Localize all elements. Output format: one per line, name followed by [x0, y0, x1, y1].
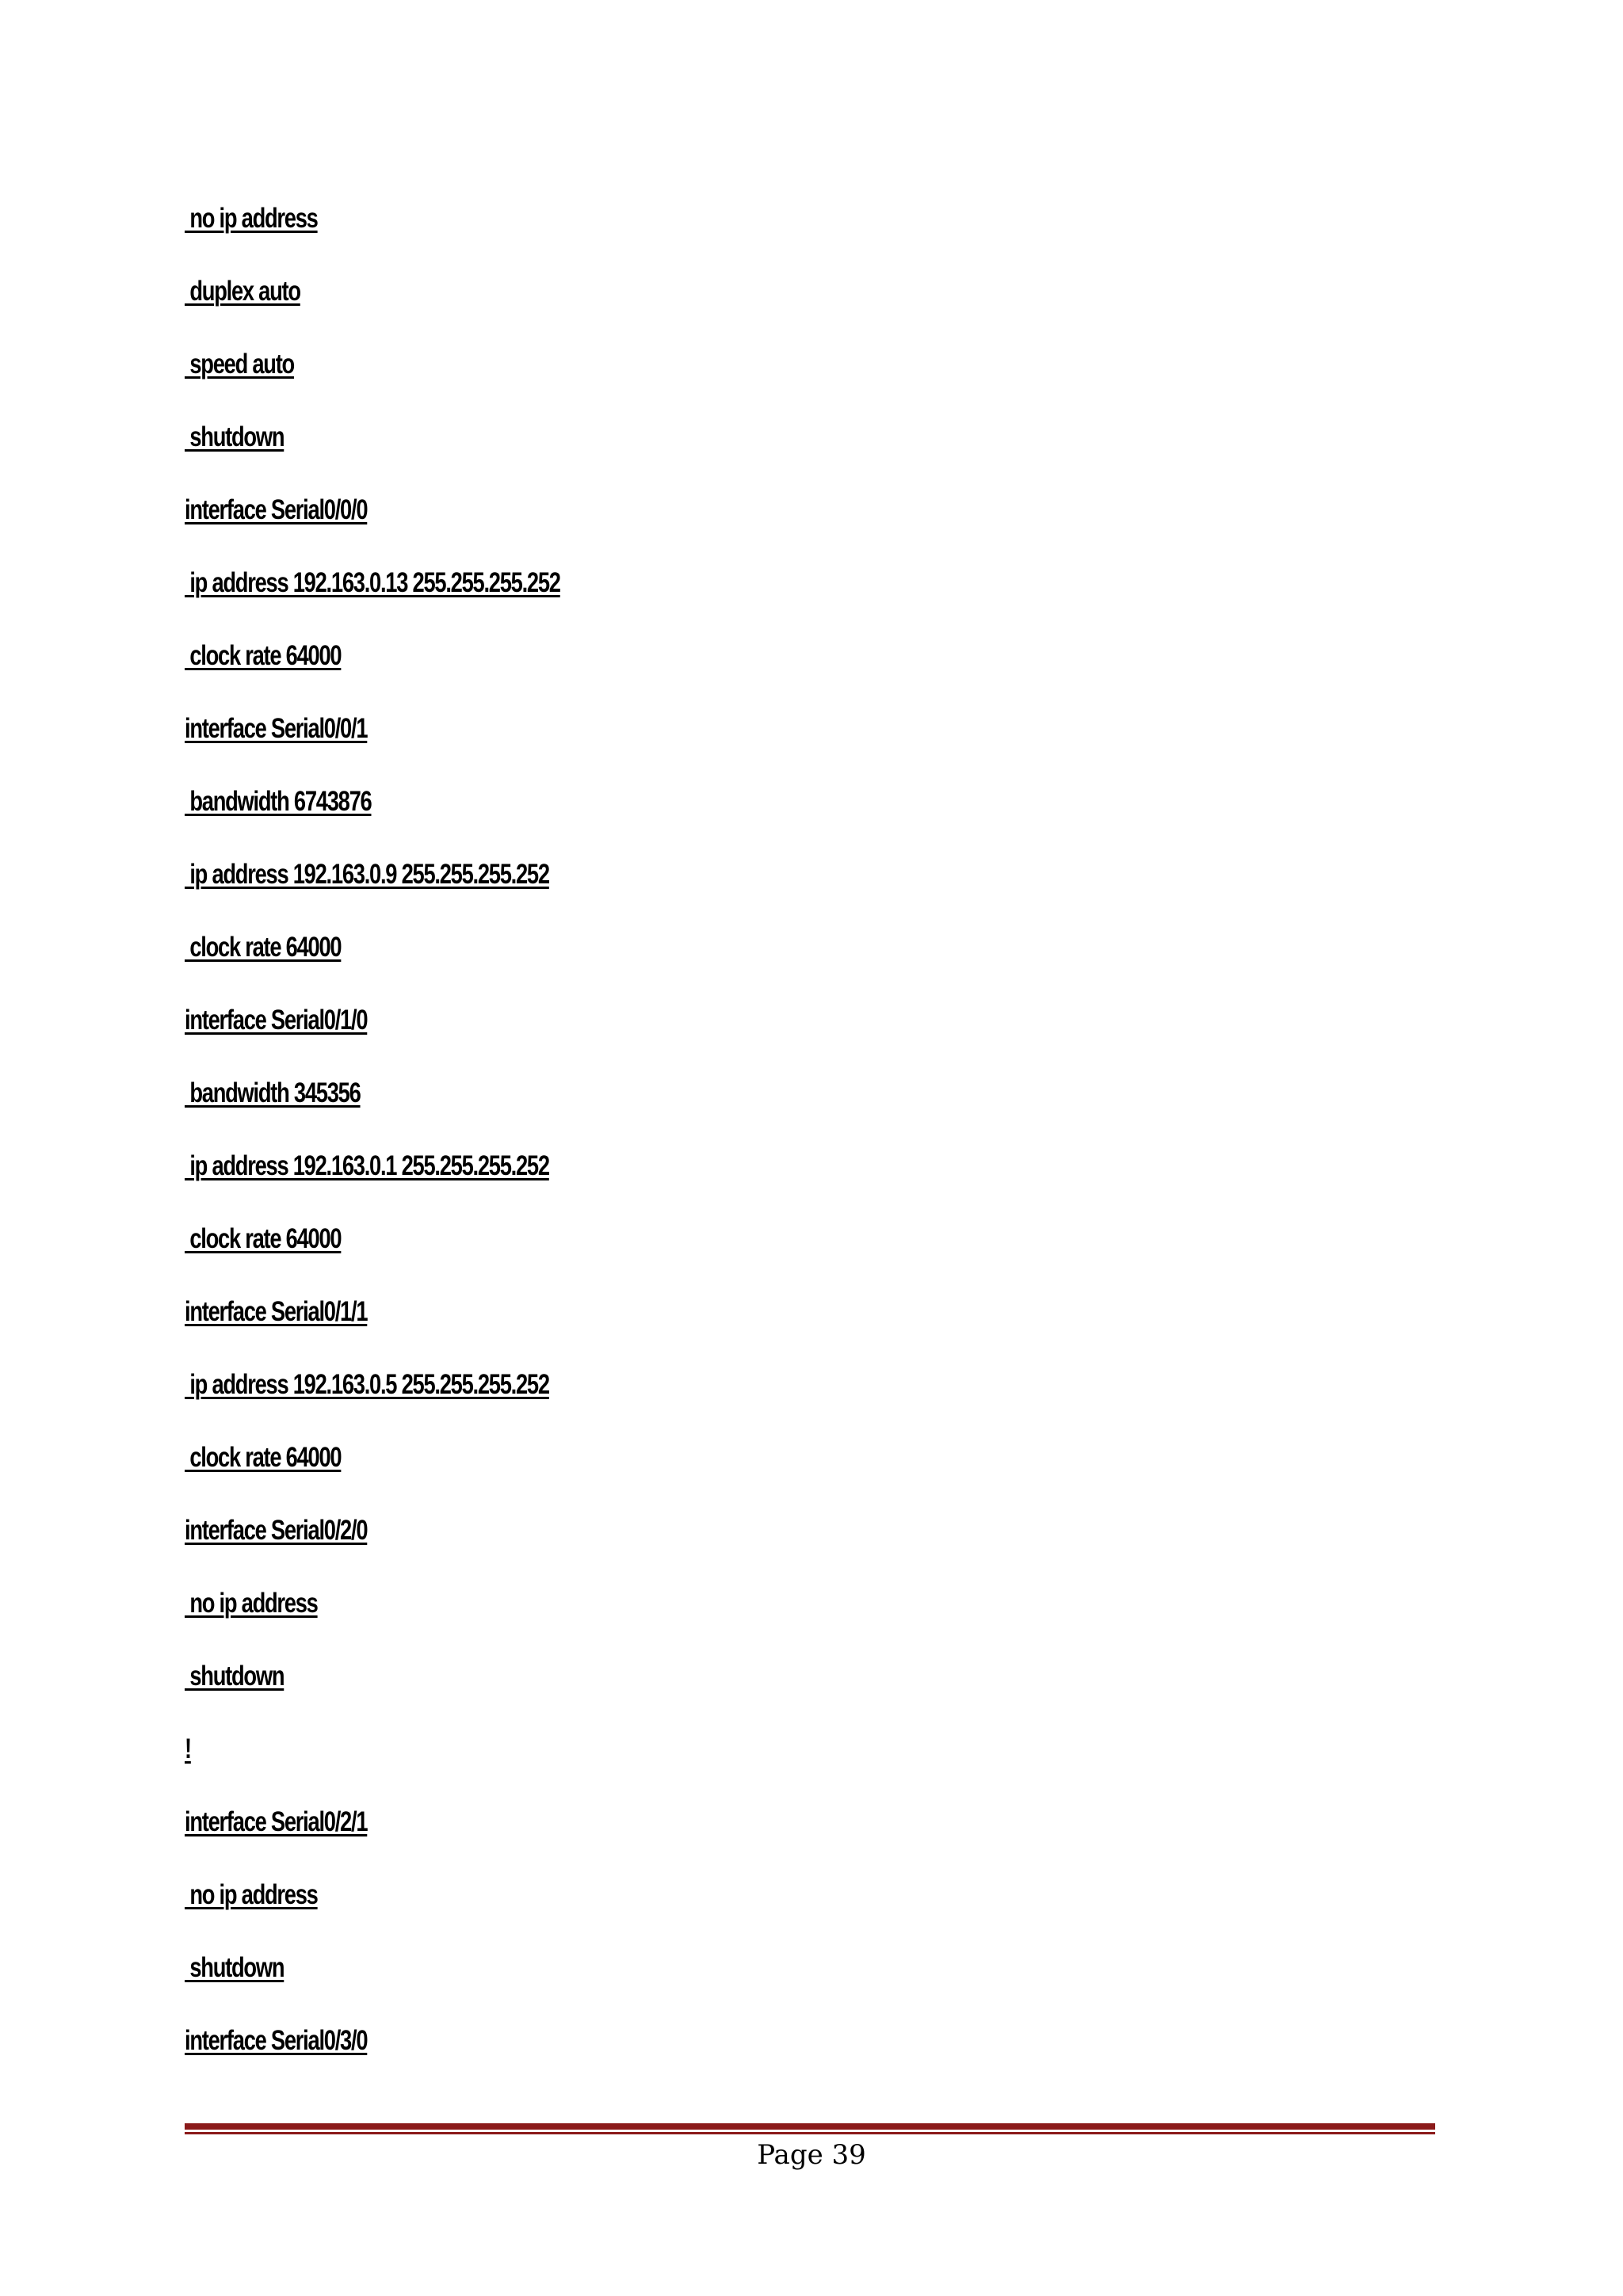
config-line-text: interface Serial0/2/1: [185, 1806, 368, 1837]
config-line-text: no ip address: [185, 203, 318, 234]
config-line: [185, 1873, 666, 1946]
config-line-text: ip address 192.163.0.5 255.255.255.252: [185, 1369, 549, 1400]
config-line-text: clock rate 64000: [185, 1223, 342, 1254]
config-line-text: duplex auto: [185, 276, 300, 307]
config-line: [185, 2019, 666, 2092]
config-line-text: interface Serial0/1/1: [185, 1296, 368, 1327]
config-line: [185, 1144, 666, 1217]
config-line-text: shutdown: [185, 1661, 285, 1691]
config-line-text: clock rate 64000: [185, 640, 342, 671]
config-line-text: ip address 192.163.0.13 255.255.255.252: [185, 567, 560, 598]
config-line-text: bandwidth 6743876: [185, 786, 372, 817]
config-line: [185, 415, 666, 488]
config-line-text: speed auto: [185, 349, 294, 379]
config-line: [185, 998, 666, 1071]
config-line: [185, 1217, 666, 1290]
config-line-text: ip address 192.163.0.9 255.255.255.252: [185, 859, 549, 890]
config-line-text: clock rate 64000: [185, 932, 342, 963]
config-line: [185, 488, 666, 561]
config-listing: [185, 196, 666, 2092]
config-line: [185, 1071, 666, 1144]
config-line: [185, 852, 666, 925]
page-number: Page 39: [757, 2139, 866, 2171]
config-line: [185, 196, 666, 269]
config-line: [185, 707, 666, 780]
config-line-text: no ip address: [185, 1588, 318, 1619]
config-line: [185, 1581, 666, 1654]
config-line: [185, 1654, 666, 1727]
config-line: [185, 925, 666, 998]
config-line-text: interface Serial0/1/0: [185, 1005, 368, 1035]
config-line: [185, 1946, 666, 2019]
config-line-text: bandwidth 345356: [185, 1077, 361, 1108]
config-line: [185, 1436, 666, 1508]
config-line: [185, 1727, 666, 1800]
config-line: [185, 1800, 666, 1873]
config-line-text: interface Serial0/0/1: [185, 713, 368, 744]
config-line: [185, 780, 666, 852]
config-line: [185, 1290, 666, 1363]
config-line-text: clock rate 64000: [185, 1442, 342, 1473]
config-line-text: !: [185, 1733, 191, 1764]
config-line: [185, 1363, 666, 1436]
footer-rule-thick: [185, 2123, 1435, 2130]
config-line-text: interface Serial0/2/0: [185, 1515, 368, 1546]
footer-rule-thin: [185, 2132, 1435, 2134]
footer-rule: [185, 2123, 1435, 2134]
config-line: [185, 1508, 666, 1581]
config-line-text: shutdown: [185, 421, 285, 452]
config-line-text: interface Serial0/3/0: [185, 2025, 368, 2056]
config-line: [185, 269, 666, 342]
config-line-text: interface Serial0/0/0: [185, 494, 368, 525]
config-line: [185, 561, 666, 634]
config-line-text: ip address 192.163.0.1 255.255.255.252: [185, 1150, 549, 1181]
config-line: [185, 342, 666, 415]
config-line-text: shutdown: [185, 1952, 285, 1983]
config-line: [185, 634, 666, 707]
config-line-text: no ip address: [185, 1879, 318, 1910]
